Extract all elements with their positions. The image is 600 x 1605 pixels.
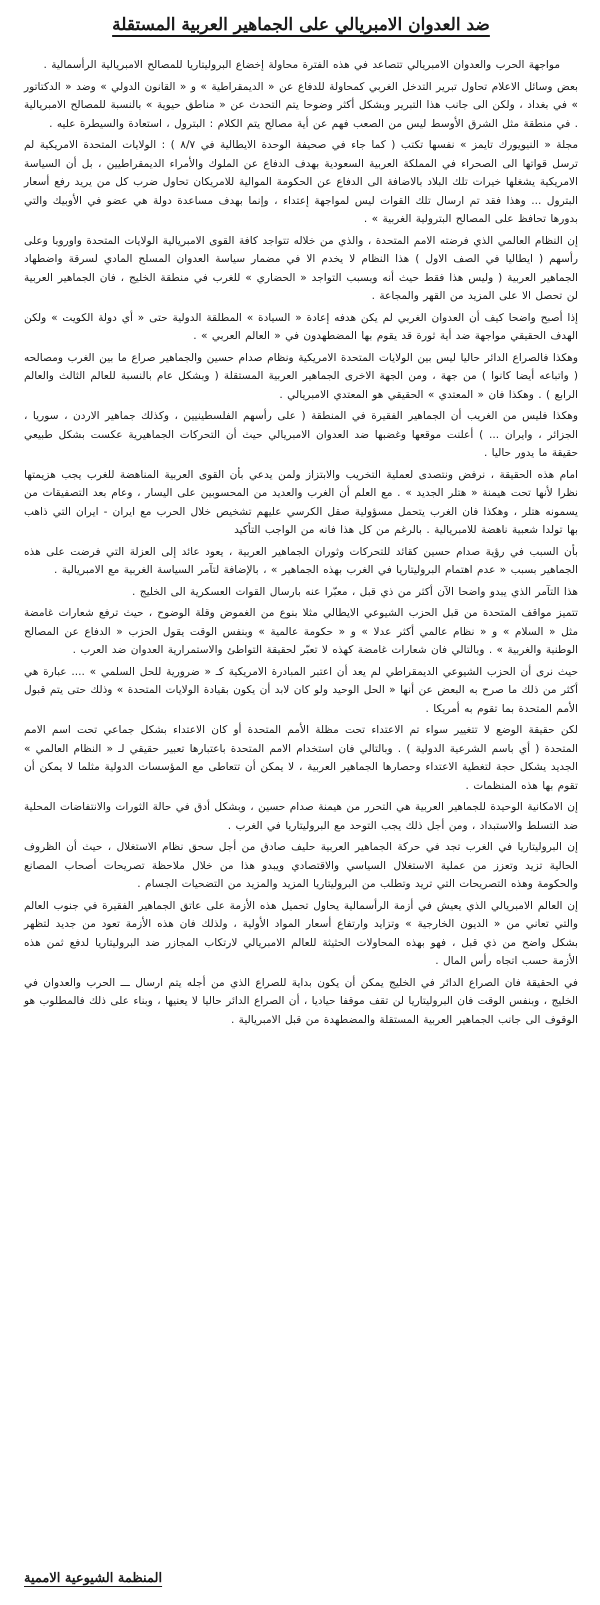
paragraph: وهكذا فليس من الغريب أن الجماهير الفقيرة في المنطقة ( على رأسهم الفلسطينيين ، وكذلك جماهير الاردن ، سوريا ، الجزائر ، وايران ... ) أعلنت موقعها وغضبها ضد العدوان الامبريالي حيث أن التحركات الجماهيرية عكست بشكل طبيعي حقيقة ما يدور حاليا .	[24, 410, 578, 459]
paragraph: حيث نرى أن الحزب الشيوعي الديمقراطي لم يعد أن اعتبر المبادرة الامريكية كـ « ضرورية للحل السلمي » .... عبارة هي أكثر من ذلك ما صرح به البعض عن أنها « الحل الوحيد ولو كان لابد أن يكون بقيادة الولايات المتحدة » وذلك حتى يتم قبول الأمم المتحدة بما تقوم به أمريكا .	[24, 665, 578, 715]
document-body	[24, 56, 578, 1029]
paragraph: إذا أصبح واضحا كيف أن العدوان الغربي لم يكن هدفه إعادة « السيادة » المطلقة الدولية حتى « أي دولة الكويت » ولكن الهدف الحقيقي مواجهة ضد أية ثورة قد يقوم بها المضطهدون في « العالم العربي » .	[24, 311, 578, 342]
paragraph: إن النظام العالمي الذي فرضته الامم المتحدة ، والذي من خلاله تتواجد كافة القوى الامبريالية الولايات المتحدة واوروبا وعلى رأسهم ( ايطاليا في الصف الاول ) هذا النظام لا يخدم الا في مضمار سياسة العدوان المسلح المادي لسرقة واضطهاد الجماهير العربية ( وليس هذا فقط حيث أنه وبسبب التواجد « الحضاري » للغرب في منطقة الخليج ، فان الجماهير العربية لن تحصل الا على المزيد من القهر والمجاعة .	[24, 234, 578, 302]
signature: المنظمة الشيوعية الاممية	[24, 1571, 163, 1586]
paragraph: مواجهة الحرب والعدوان الامبريالي تتصاعد في هذه الفترة محاولة إخضاع البروليتاريا للمصالح الامبريالية الرأسمالية .	[43, 59, 560, 71]
paragraph: هذا التآمر الذي يبدو واضحا الآن أكثر من ذي قبل ، معبّرا عنه بارسال القوات العسكرية الى الخليج .	[132, 585, 578, 598]
paragraph: إن العالم الامبريالي الذي يعيش في أزمة الرأسمالية يحاول تحميل هذه الأزمة على عاتق الجماهير الفقيرة في جنوب العالم والتي تعاني من « الديون الخارجية » وتزايد وارتفاع أسعار المواد الأولية ، ولذلك فان هذه الأزمة تعود من جديد لتظهر بشكل واضح من ذي قبل ، فهو بهذه المحاولات الحثيثة للعالم الامبريالي لارتكاب المجازر ضد البروليتاريا لدفع ثمن هذه الأزمة حسب اتجاه رأس المال .	[24, 899, 578, 967]
document-title: ضد العدوان الامبريالي على الجماهير العربية المستقلة	[112, 15, 490, 35]
paragraph: بعض وسائل الاعلام تحاول تبرير التدخل الغربي كمحاولة للدفاع عن « الديمقراطية » و « القانون الدولي » وضد « الدكتاتور » في بغداد ، ولكن الى جانب هذا التبرير وبشكل أكثر وضوحا يتم التحدث عن « مناطق حيوية » بالنسبة للمصالح الامبريالية . في منطقة مثل الشرق الأوسط ليس من الصعب فهم عن أية مصالح يتم الكلام : البترول ، استعادة والسيطرة عليه .	[24, 80, 578, 130]
paragraph: في الحقيقة فان الصراع الدائر في الخليج يمكن أن يكون بداية للصراع الذي من أجله يتم ارسال ـــ الحرب والعدوان في الخليج ، وبنفس الوقت فان البروليتاريا لن تقف موقفا حياديا ، أن الصراع الدائر حاليا لا يعنيها ، وبناء على ذلك فالمطلوب هو الوقوف الى جانب الجماهير العربية المستقلة والمضطهدة من قبل الامبريالية .	[24, 976, 578, 1026]
paragraph: مجلة « النيويورك تايمز » نفسها تكتب ( كما جاء في صحيفة الوحدة الايطالية في ٨/٧ ) : الولايات المتحدة الامريكية لم ترسل قواتها الى الصحراء في المملكة العربية السعودية بهدف الدفاع عن الملوك والأمراء الديمقراطيين ، بل أن السياسة الامريكية يشغلها خيرات تلك البلاد بالاضافة الى الدفاع عن الحكومة الموالية للامريكان تحاول ضرب كل من يريد رفع أسعار البترول ... وهذا فقد تم ارسال تلك القوات ليس لمواجهة إعتداء ، وإنما بهدف مساعدة دولة هي عضو في الأوبيك والتي بدورها تحافظ على المصالح البترولية الغربية » .	[24, 139, 578, 225]
paragraph: بأن السبب في رؤية صدام حسين كقائد للتحركات وثوران الجماهير العربية ، يعود عائد إلى العزلة التي فرضت على هذه الجماهير بسبب « عدم اهتمام البروليتاريا في الغرب بهذه الجماهير » ، بالإضافة لتآمر السياسة الغربية مع الامبريالية .	[24, 545, 578, 576]
paragraph: وهكذا فالصراع الدائر حاليا ليس بين الولايات المتحدة الامريكية ونظام صدام حسين والجماهير صراع ما بين الغرب ومصالحه ( واتباعه أيضا كانوا ) من جهة ، ومن الجهة الاخرى الجماهير العربية المستقلة ( وبشكل عام بالنسبة للعالم الثالث والعالم الرابع ) . وهكذا فان « المعتدي » الحقيقي هو المعتدي الامبريالي .	[24, 351, 578, 401]
paragraph: إن الامكانية الوحيدة للجماهير العربية هي التحرر من هيمنة صدام حسين ، وبشكل أدق في حالة الثورات والانتفاضات المحلية ضد التسلط والاستبداد ، ومن أجل ذلك يجب التوحد مع البروليتاريا في الغرب .	[24, 801, 578, 832]
paragraph: لكن حقيقة الوضع لا تتغيير سواء تم الاعتداء تحت مظلة الأمم المتحدة أو كان الاعتداء بشكل جماعي تحت اسم الامم المتحدة ( أي باسم الشرعية الدولية ) . وبالتالي فان استخدام الامم المتحدة باعتبارها تعبير حقيقي لـ « النظام العالمي » الجديد يشكل حجة لتغطية الاعتداء وحصارها الجماهير العربية ، لا يمكن أن تتعاطى مع المؤسسات الدولية مثلما لا يمكن أن تقوم بها هذه المنظمات .	[24, 724, 578, 792]
paragraph: إن البروليتاريا في الغرب تجد في حركة الجماهير العربية حليف صادق من أجل سحق نظام الاستغلال ، حيث أن الظروف الحالية تزيد وتعزز من عملية الاستغلال السياسي والاقتصادي ويبدو هذا من خلال ملاحظة تصريحات أصحاب المصانع والحكومة وهذه التصريحات التي تريد وتطلب من البروليتاريا المزيد والمزيد من التضحيات الجسام .	[24, 841, 578, 890]
paragraph: امام هذه الحقيقة ، نرفض ونتصدى لعملية التخريب والابتزاز ولمن يدعي بأن القوى العربية المناهضة للغرب يجب هزيمتها نظرا لأنها تحت هيمنة « هتلر الجديد » . مع العلم أن الغرب والعديد من المحسوبين على اليسار ، وعام بعد التصفيقات من يسمونه هتلر ، وهكذا فان الغرب يتحمل مسؤولية صقل الكرسي عليهم تشخيص خلال الحرب مع ايران - ايران التي ذاهب بها تولدا شعبية ناهضة للامبريالية . بالرغم من كل هذا فانه من الواجب التأكيد	[24, 468, 578, 536]
paragraph: تتميز مواقف المتحدة من قبل الحزب الشيوعي الايطالي مثلا بنوع من الغموض وقلة الوضوح ، حيث ترفع شعارات غامضة مثل « السلام » و « نظام عالمي أكثر عدلا » و « حكومة عالمية » وبنفس الوقت يقول الحزب « الدفاع عن المصالح الوطنية والغربية » . وبالتالي فان شعارات غامضة كهذه لا تعبّر لحقيقة التواطئ والاستمرارية العدوان ضد العرب .	[24, 607, 578, 656]
